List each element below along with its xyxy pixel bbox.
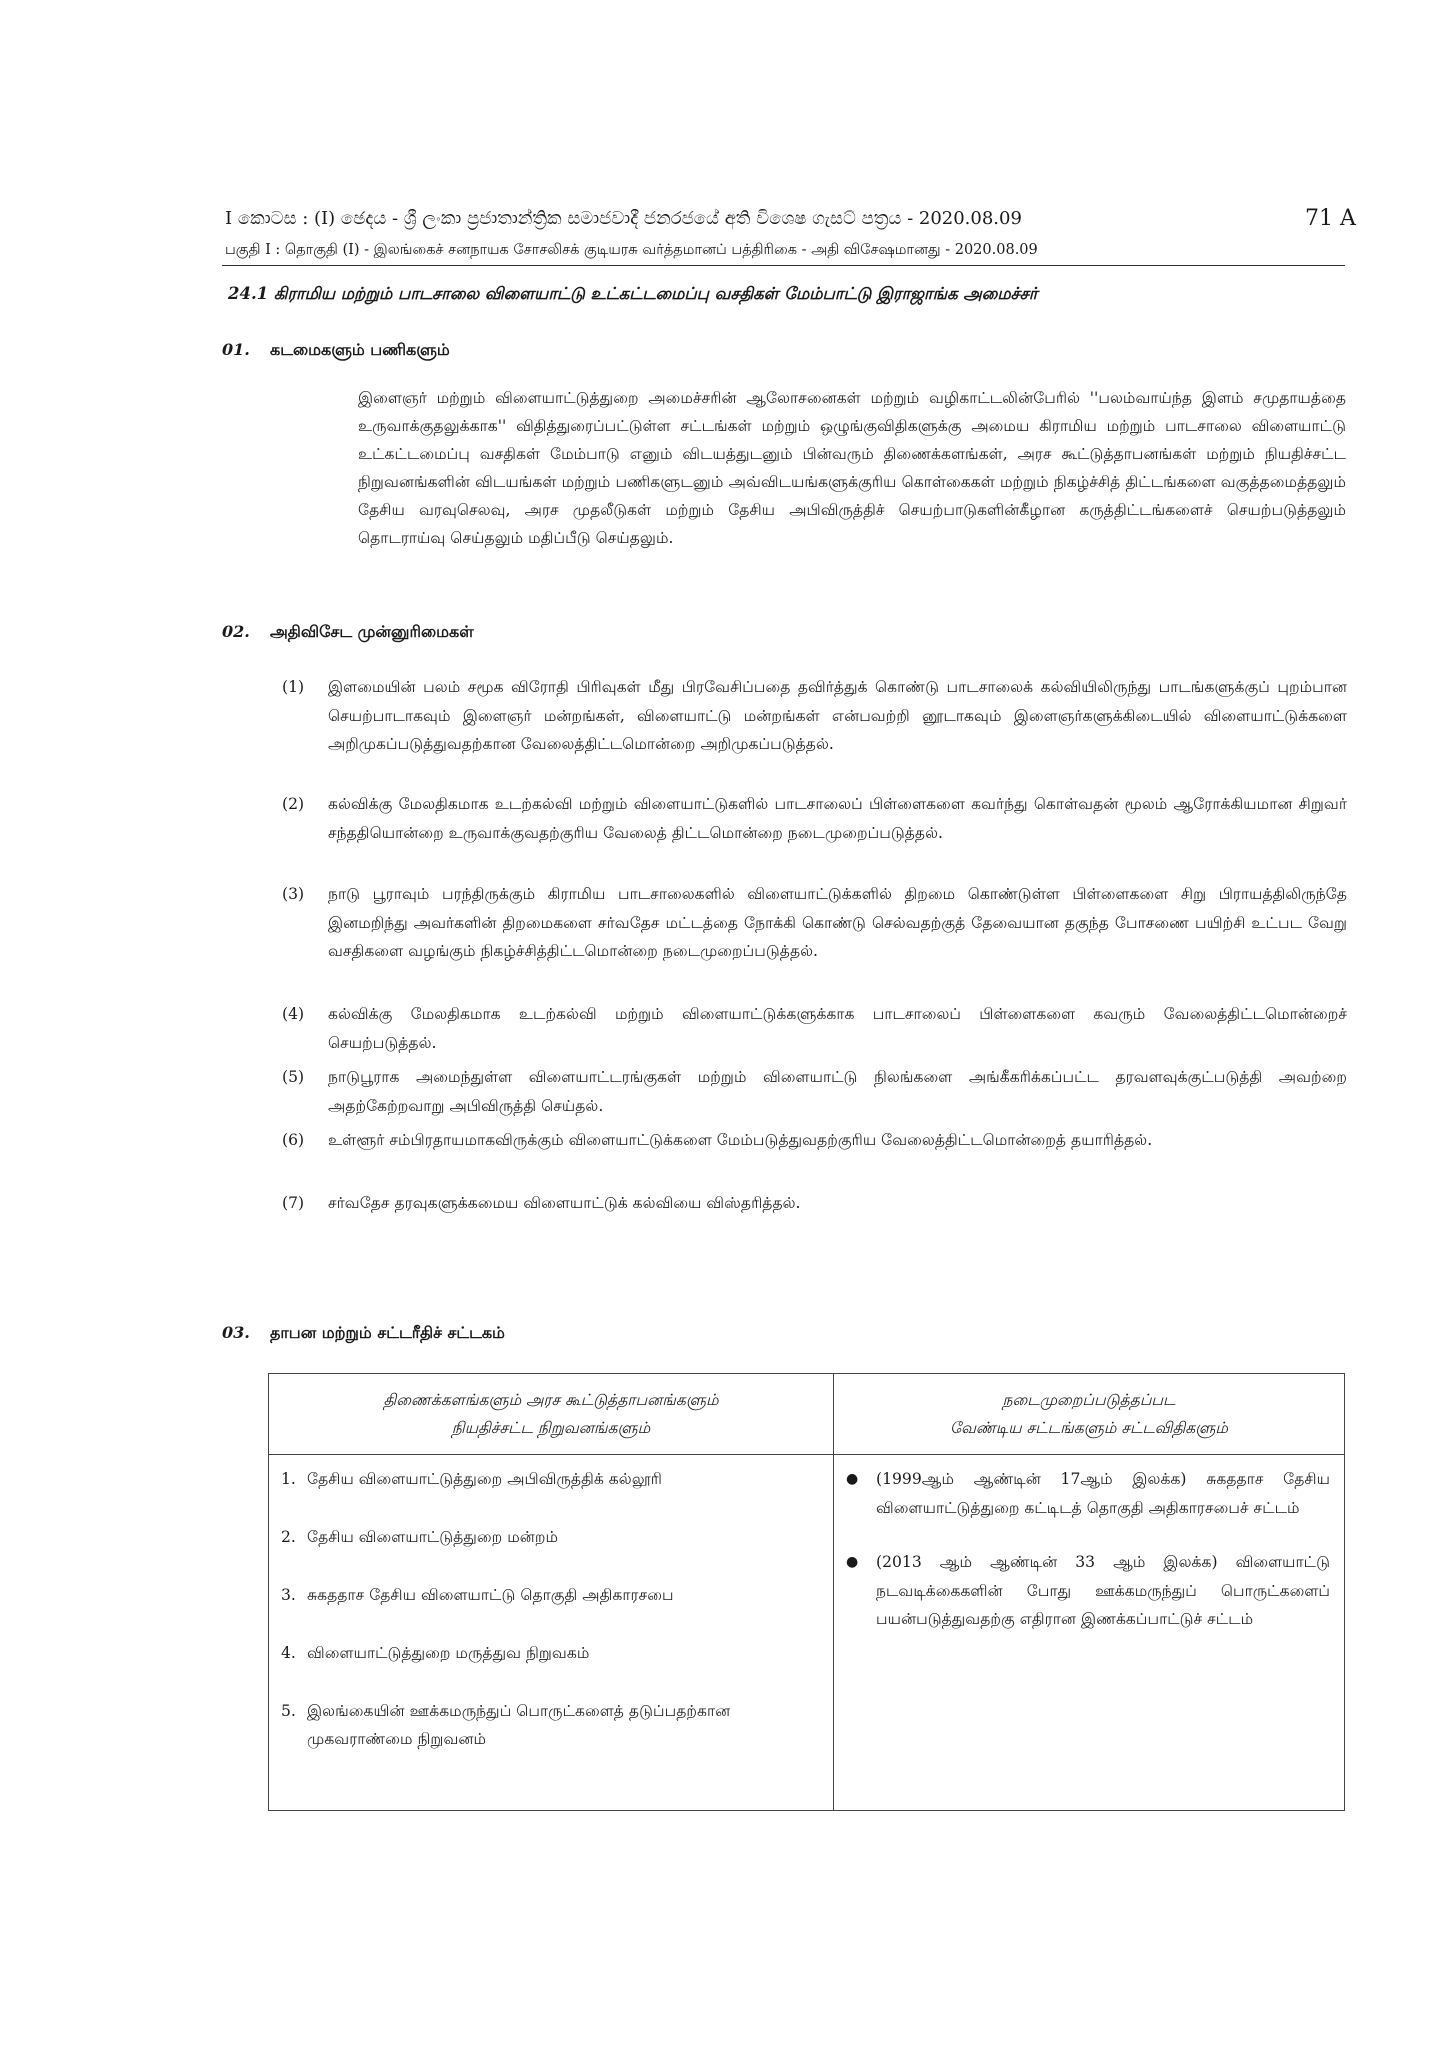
list-item: (3) நாடு பூராவும் பரந்திருக்கும் கிராமிய பாடசாலைகளில் விளையாட்டுக்களில் திறமை கொண்டுள்ள பிள்ளைகளை சிறு பிராயத்திலிருந்தே இனமறிந்து அவர்களின் திறமைகளை சர்வதேச மட்டத்தை நோக்கி கொண்டு செல்வதற்குத் தேவையான தகுந்த போசணை பயிற்சி உட்பட வேறு வசதிகளை வழங்கும் நிகழ்ச்சித்திட்டமொன்றை நடைமுறைப்படுத்தல். xyxy=(282,885,1347,960)
column-header-laws: நடைமுறைப்படுத்தப்பட வேண்டிய சட்டங்களும் சட்டவிதிகளும் xyxy=(834,1374,1345,1455)
section-1-number: 01. xyxy=(222,340,250,359)
list-item: (1) இளமையின் பலம் சமூக விரோதி பிரிவுகள் மீது பிரவேசிப்பதை தவிர்த்துக் கொண்டு பாடசாலைக் கல்வியிலிருந்து பாடங்களுக்குப் புறம்பான செயற்பாடாகவும் இளைஞர் மன்றங்கள், விளையாட்டு மன்றங்கள் என்பவற்றி னூடாகவும் இளைஞர்களுக்கிடையில் விளையாட்டுக்களை அறிமுகப்படுத்துவதற்கான வேலைத்திட்டமொன்றை அறிமுகப்படுத்தல். xyxy=(282,678,1347,753)
column-header-institutions: திணைக்களங்களும் அரச கூட்டுத்தாபனங்களும் நியதிச்சட்ட நிறுவனங்களும் xyxy=(269,1374,834,1455)
header-divider xyxy=(222,265,1345,266)
institution-item: 5. இலங்கையின் ஊக்கமருந்துப் பொருட்களைத் தடுப்பதற்கான முகவராண்மை நிறுவனம் xyxy=(281,1702,731,1748)
section-2-title: அதிவிசேட முன்னுரிமைகள் xyxy=(270,622,474,641)
section-3-number: 03. xyxy=(222,1323,250,1342)
section-2-number: 02. xyxy=(222,622,250,641)
gazette-header-sinhala: I කොටස : (I) ඡෙදය - ශ්‍රී ලංකා ප්‍රජාතාන්ත්‍රික සමාජවාදී ජනරජයේ අති විශෙෂ ගැසට් පත්‍රය - 2020.08.09 xyxy=(225,208,1022,229)
law-item: ● (2013 ஆம் ஆண்டின் 33 ஆம் இலக்க) விளையாட்டு நடவடிக்கைகளின் போது ஊக்கமருந்துப் பொருட்களைப் பயன்படுத்துவதற்கு எதிரான இணக்கப்பாட்டுச் சட்டம் xyxy=(846,1548,1330,1634)
section-1-heading xyxy=(222,340,450,361)
duties-paragraph: இளைஞர் மற்றும் விளையாட்டுத்துறை அமைச்சரின் ஆலோசனைகள் மற்றும் வழிகாட்டலின்பேரில் ''பலம்வாய்ந்த இளம் சமுதாயத்தை உருவாக்குதலுக்காக'' விதித்துரைப்பட்டுள்ள சட்டங்கள் மற்றும் ஒழுங்குவிதிகளுக்கு அமைய கிராமிய மற்றும் பாடசாலை விளையாட்டு உட்கட்டமைப்பு வசதிகள் மேம்பாடு எனும் விடயத்துடனும் பின்வரும் திணைக்களங்கள், அரச கூட்டுத்தாபனங்கள் மற்றும் நியதிச்சட்ட நிறுவனங்களின் விடயங்கள் மற்றும் பணிகளுடனும் அவ்விடயங்களுக்குரிய கொள்கைகள் மற்றும் நிகழ்ச்சித் திட்டங்களை வகுத்தமைத்தலும் தேசிய வரவுசெலவு, அரச முதலீடுகள் மற்றும் தேசிய அபிவிருத்திச் செயற்பாடுகளின்கீழான கருத்திட்டங்களைச் செயற்படுத்தலும் தொடராய்வு செய்தலும் மதிப்பீடு செய்தலும். xyxy=(358,389,1346,547)
institution-item: 1. தேசிய விளையாட்டுத்துறை அபிவிருத்திக் கல்லூரி xyxy=(281,1470,663,1488)
section-1-title: கடமைகளும் பணிகளும் xyxy=(270,340,450,359)
institution-item: 3. சுகததாச தேசிய விளையாட்டு தொகுதி அதிகாரசபை xyxy=(281,1586,674,1604)
table-row xyxy=(269,1455,1345,1811)
institution-item: 4. விளையாட்டுத்துறை மருத்துவ நிறுவகம் xyxy=(281,1644,590,1662)
priorities-list xyxy=(282,673,1347,1227)
list-item: (5) நாடுபூராக அமைந்துள்ள விளையாட்டரங்குகள் மற்றும் விளையாட்டு நிலங்களை அங்கீகரிக்கப்பட்ட தரவளவுக்குட்படுத்தி அவற்றை அதற்கேற்றவாறு அபிவிருத்தி செய்தல். xyxy=(282,1068,1347,1115)
gazette-header-tamil: பகுதி I : தொகுதி (I) - இலங்கைச் சனநாயக சோசலிசக் குடியரசு வர்த்தமானப் பத்திரிகை - அதி விசேஷமானது - 2020.08.09 xyxy=(225,242,1038,258)
list-item: (7) சர்வதேச தரவுகளுக்கமைய விளையாட்டுக் கல்வியை விஸ்தரித்தல். xyxy=(282,1194,801,1212)
institution-item: 2. தேசிய விளையாட்டுத்துறை மன்றம் xyxy=(281,1528,559,1546)
section-3-title: தாபன மற்றும் சட்டரீதிச் சட்டகம் xyxy=(270,1323,505,1342)
ministry-title: 24.1 கிராமிய மற்றும் பாடசாலை விளையாட்டு உட்கட்டமைப்பு வசதிகள் மேம்பாட்டு இராஜாங்க அமைச்சர் xyxy=(228,284,1038,303)
list-item: (6) உள்ளூர் சம்பிரதாயமாகவிருக்கும் விளையாட்டுக்களை மேம்படுத்துவதற்குரிய வேலைத்திட்டமொன்றைத் தயாரித்தல். xyxy=(282,1131,1153,1149)
bullet-icon: ● xyxy=(846,1471,859,1487)
list-item: (4) கல்விக்கு மேலதிகமாக உடற்கல்வி மற்றும் விளையாட்டுக்களுக்காக பாடசாலைப் பிள்ளைகளை கவரும் வேலைத்திட்டமொன்றைச் செயற்படுத்தல். xyxy=(282,1005,1347,1052)
page-number: 71 A xyxy=(1305,206,1356,231)
table-header-row xyxy=(269,1374,1345,1455)
bullet-icon: ● xyxy=(846,1554,859,1570)
institutions-laws-table xyxy=(268,1373,1345,1811)
laws-cell xyxy=(834,1455,1345,1811)
law-item: ● (1999ஆம் ஆண்டின் 17ஆம் இலக்க) சுகததாச தேசிய விளையாட்டுத்துறை கட்டிடத் தொகுதி அதிகாரசபைச் சட்டம் xyxy=(846,1465,1330,1522)
section-2-heading xyxy=(222,622,474,643)
institutions-cell xyxy=(269,1455,834,1811)
list-item: (2) கல்விக்கு மேலதிகமாக உடற்கல்வி மற்றும் விளையாட்டுகளில் பாடசாலைப் பிள்ளைகளை கவர்ந்து கொள்வதன் மூலம் ஆரோக்கியமான சிறுவர் சந்ததியொன்றை உருவாக்குவதற்குரிய வேலைத் திட்டமொன்றை நடைமுறைப்படுத்தல். xyxy=(282,795,1347,842)
section-3-heading xyxy=(222,1323,505,1344)
